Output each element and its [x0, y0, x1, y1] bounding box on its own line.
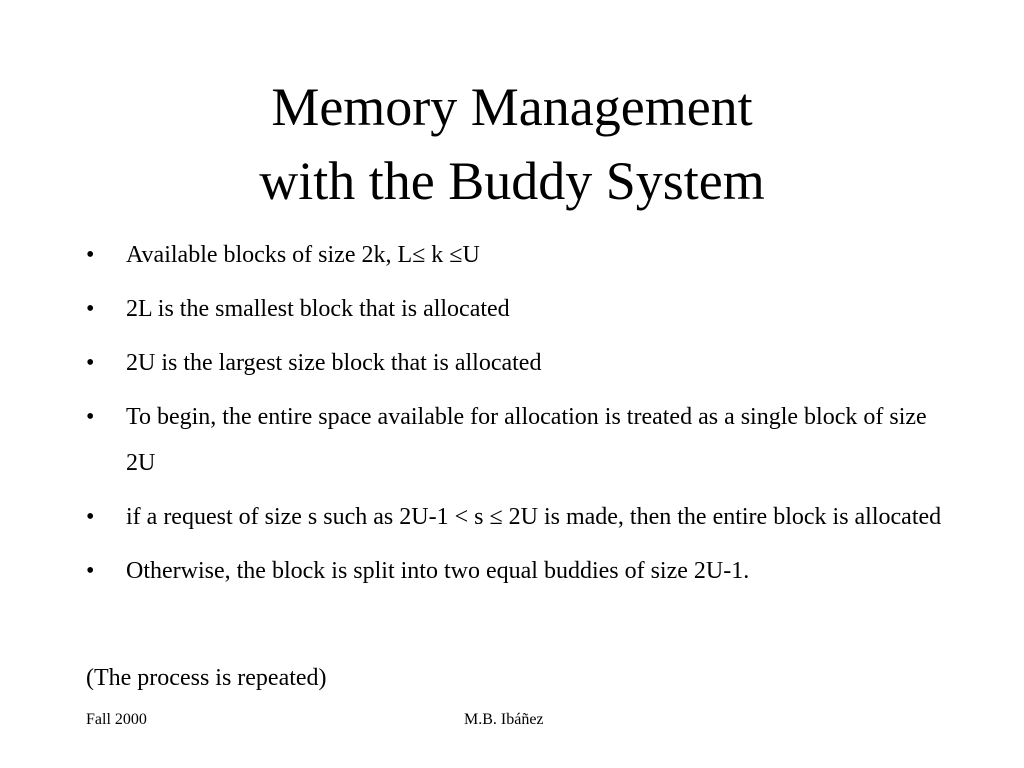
bullet-dot-icon: • [86, 558, 95, 584]
bullet-list [86, 232, 946, 602]
bullet-text: Available blocks of size 2k, L≤ k ≤U [126, 242, 480, 268]
footer-author: M.B. Ibáñez [464, 711, 544, 728]
bullet-text: 2U is the largest size block that is allocated [126, 350, 542, 376]
bullet-dot-icon: • [86, 350, 95, 376]
bullet-text: if a request of size s such as 2U-1 < s ≤ 2U is made, then the entire block is allocated [126, 504, 942, 530]
slide-title-line-1: Memory Management [271, 77, 753, 137]
bullet-item [86, 394, 946, 486]
bullet-dot-icon: • [86, 504, 95, 530]
bullet-dot-icon: • [86, 404, 95, 430]
process-note: (The process is repeated) [86, 665, 327, 691]
bullet-text: 2L is the smallest block that is allocated [126, 296, 510, 322]
bullet-item [86, 494, 946, 540]
bullet-item [86, 232, 946, 278]
footer-date: Fall 2000 [86, 711, 147, 728]
bullet-item [86, 548, 946, 594]
bullet-dot-icon: • [86, 242, 95, 268]
bullet-item [86, 286, 946, 332]
bullet-dot-icon: • [86, 296, 95, 322]
slide-title [0, 70, 1024, 218]
slide-title-line-2: with the Buddy System [259, 151, 765, 211]
bullet-text: Otherwise, the block is split into two equal buddies of size 2U-1. [126, 558, 750, 584]
bullet-item [86, 340, 946, 386]
bullet-text: To begin, the entire space available for allocation is treated as a single block of size 2U [126, 404, 927, 476]
